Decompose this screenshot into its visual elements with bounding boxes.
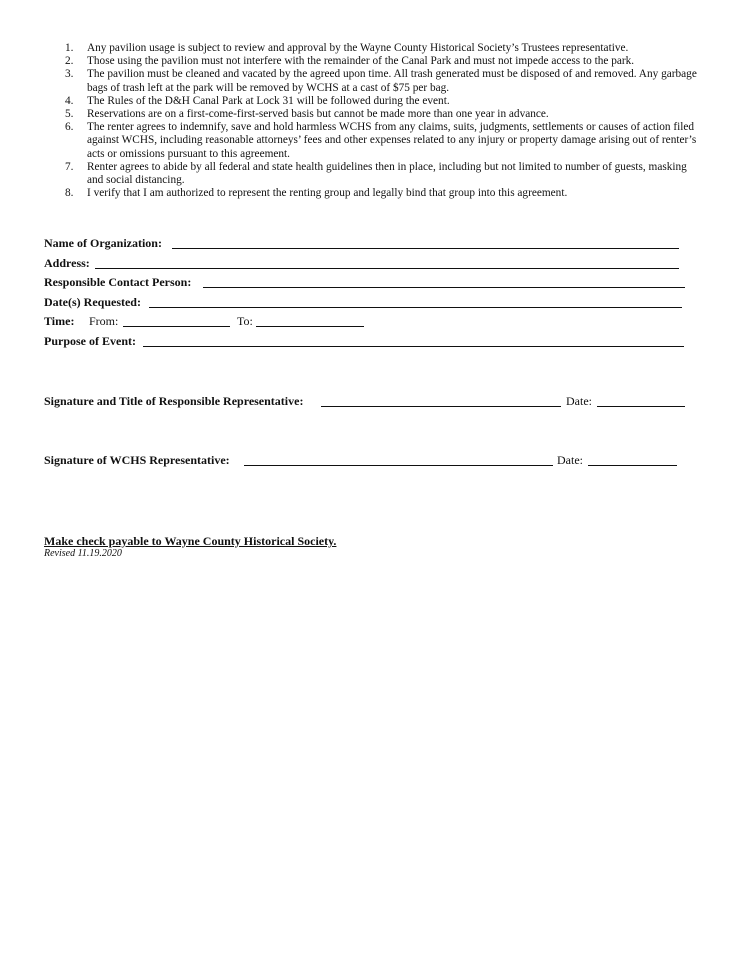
rule-text: Renter agrees to abide by all federal and state health guidelines then in place, including but not limited to number of guests, masking and social distancing. (87, 160, 687, 187)
rule-item (60, 121, 700, 161)
rule-number: 1. (65, 42, 74, 54)
rule-text: I verify that I am authorized to represent the renting group and legally bind that group into this agreement. (87, 187, 568, 200)
rule-number: 3. (65, 68, 74, 81)
time-to-field[interactable] (256, 326, 364, 327)
purpose-label: Purpose of Event: (44, 334, 136, 348)
rule-item (60, 187, 700, 200)
wchs-date-field[interactable] (588, 465, 677, 466)
rule-text: The pavilion must be cleaned and vacated by the agreed upon time. All trash generated must be disposed of and removed. Any garbage bags of trash left at the park will be removed by WCHS at a cast of $75 per bag. (87, 68, 697, 94)
contact-person-field[interactable] (203, 287, 685, 288)
rule-text: Those using the pavilion must not interfere with the remainder of the Canal Park and must not impede access to the park. (87, 55, 635, 68)
time-from-field[interactable] (123, 326, 230, 327)
purpose-field[interactable] (143, 346, 684, 347)
dates-requested-field[interactable] (149, 307, 682, 308)
check-payable-note: Make check payable to Wayne County Historical Society. (44, 534, 337, 548)
responsible-signature-field[interactable] (321, 406, 561, 407)
rule-number: 6. (65, 121, 74, 134)
rule-text: The Rules of the D&H Canal Park at Lock 31 will be followed during the event. (87, 94, 450, 107)
rule-number: 5. (65, 108, 74, 121)
rule-item (60, 68, 700, 94)
revision-date: Revised 11.19.2020 (44, 548, 122, 559)
responsible-date-label: Date: (566, 394, 592, 408)
time-from-label: From: (89, 314, 119, 328)
wchs-signature-field[interactable] (244, 465, 553, 466)
dates-requested-label: Date(s) Requested: (44, 295, 141, 309)
rule-item (60, 95, 700, 108)
rule-text: Any pavilion usage is subject to review and approval by the Wayne County Historical Society’s Trustees representative. (87, 42, 629, 54)
wchs-date-label: Date: (557, 453, 583, 467)
rule-number: 7. (65, 160, 74, 173)
address-label: Address: (44, 256, 90, 270)
responsible-signature-label: Signature and Title of Responsible Representative: (44, 394, 304, 408)
rule-number: 4. (65, 94, 74, 107)
address-field[interactable] (95, 268, 679, 269)
contact-person-label: Responsible Contact Person: (44, 275, 192, 289)
rule-item (60, 42, 700, 55)
responsible-date-field[interactable] (597, 406, 685, 407)
rule-text: Reservations are on a first-come-first-served basis but cannot be made more than one year in advance. (87, 108, 549, 121)
organization-label: Name of Organization: (44, 236, 162, 250)
rule-item (60, 55, 700, 68)
rule-item (60, 161, 700, 187)
time-label: Time: (44, 314, 75, 328)
rule-number: 2. (65, 55, 74, 68)
rule-item (60, 108, 700, 121)
organization-field[interactable] (172, 248, 679, 249)
time-to-label: To: (237, 314, 253, 328)
rule-number: 8. (65, 187, 74, 200)
wchs-signature-label: Signature of WCHS Representative: (44, 453, 230, 467)
rule-text: The renter agrees to indemnify, save and hold harmless WCHS from any claims, suits, judgments, settlements or causes of action filed against WCHS, including reasonable attorneys’ fees and other expenses related to any injury or property damage arising out of renter’s acts or omissions pursuant to this agreement. (87, 121, 697, 160)
rules-list (60, 42, 700, 200)
